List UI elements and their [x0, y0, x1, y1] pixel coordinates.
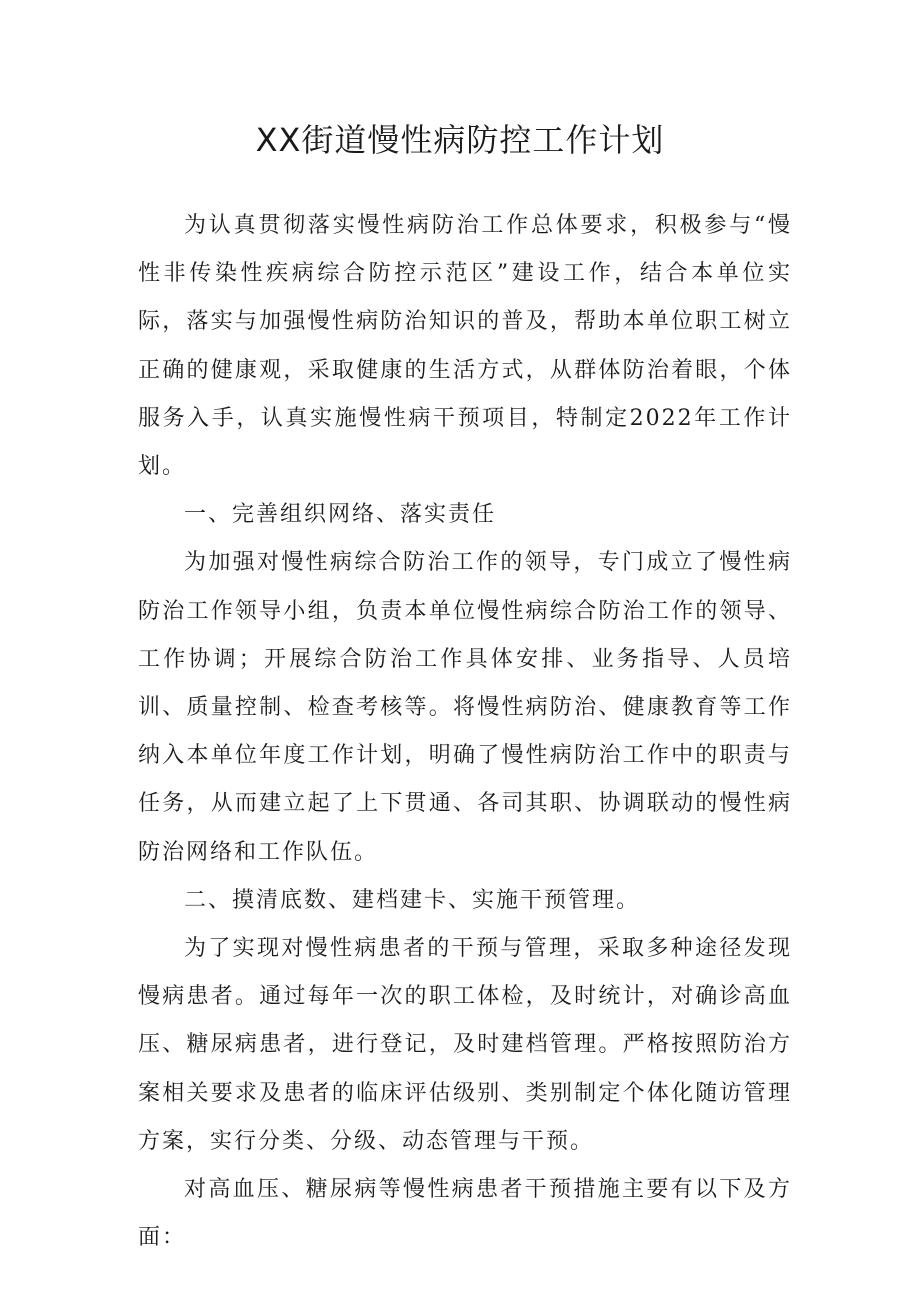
- document-body: [138, 202, 792, 1262]
- paragraph-organization: 为加强对慢性病综合防治工作的领导，专门成立了慢性病防治工作领导小组，负责本单位慢性病综合防治工作的领导、工作协调；开展综合防治工作具体安排、业务指导、人员培训、质量控制、检查考核等。将慢性病防治、健康教育等工作纳入本单位年度工作计划，明确了慢性病防治工作中的职责与任务，从而建立起了上下贯通、各司其职、协调联动的慢性病防治网络和工作队伍。: [138, 550, 792, 865]
- paragraph-intro: 为认真贯彻落实慢性病防治工作总体要求，积极参与“慢性非传染性疾病综合防控示范区”建设工作，结合本单位实际，落实与加强慢性病防治知识的普及，帮助本单位职工树立正确的健康观，采取健康的生活方式，从群体防治着眼，个体服务入手，认真实施慢性病干预项目，特制定2022年工作计划。: [138, 213, 792, 480]
- section-heading-1: 一、完善组织网络、落实责任: [184, 502, 497, 528]
- document-title: XX街道慢性病防控工作计划: [255, 121, 665, 159]
- section-heading-2: 二、摸清底数、建档建卡、实施干预管理。: [184, 887, 641, 913]
- paragraph-management: 为了实现对慢性病患者的干预与管理，采取多种途径发现慢病患者。通过每年一次的职工体检，及时统计，对确诊高血压、糖尿病患者，进行登记，及时建档管理。严格按照防治方案相关要求及患者的临床评估级别、类别制定个体化随访管理方案，实行分类、分级、动态管理与干预。: [138, 936, 792, 1154]
- paragraph-measures: 对高血压、糖尿病等慢性病患者干预措施主要有以下及方面：: [138, 1177, 792, 1251]
